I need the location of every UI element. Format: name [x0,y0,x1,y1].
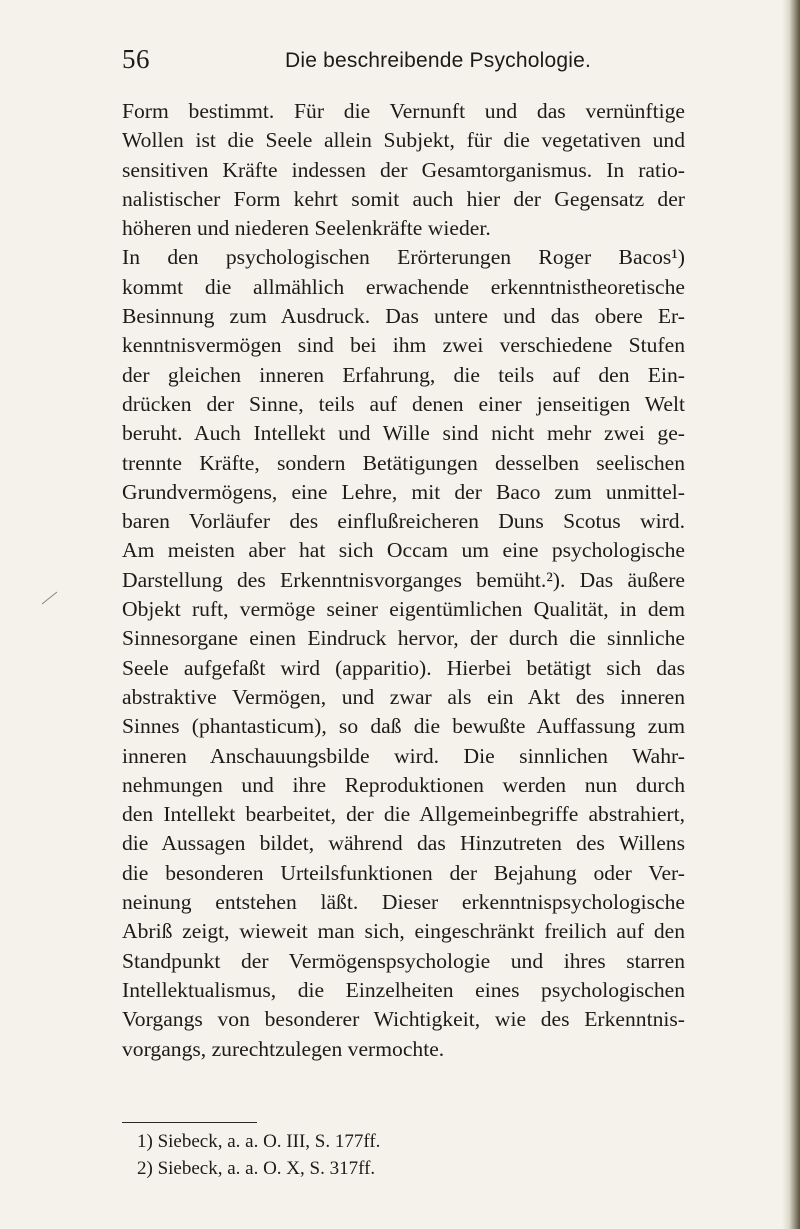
text-line: kommt die allmählich erwachende erkenntnistheoretische [122,274,685,299]
text-line: höheren und niederen Seelenkräfte wieder. [122,216,491,241]
text-line: nalistischer Form kehrt somit auch hier der Gegensatz der [122,186,685,211]
running-head: Die beschreibende Psychologie. [285,49,592,72]
text-line: In den psychologischen Erörterungen Roger Bacos¹) [122,245,685,270]
text-line: den Intellekt bearbeitet, der die Allgemeinbegriffe abstrahiert, [122,802,685,827]
text-line: baren Vorläufer des einflußreicheren Duns Scotus wird. [122,509,685,534]
text-line: neinung entstehen läßt. Dieser erkenntnispsychologische [122,890,685,915]
text-line: nehmungen und ihre Reproduktionen werden nun durch [122,772,685,797]
text-line: abstraktive Vermögen, und zwar als ein Akt des inneren [122,684,685,709]
text-line: inneren Anschauungsbilde wird. Die sinnlichen Wahr- [122,743,685,768]
text-line: Besinnung zum Ausdruck. Das untere und das obere Er- [122,304,685,329]
text-line: Seele aufgefaßt wird (apparitio). Hierbei betätigt sich das [122,655,685,680]
page-number: 56 [122,44,150,74]
text-line: Vorgangs von besonderer Wichtigkeit, wie des Erkenntnis- [122,1007,685,1032]
text-line: Wollen ist die Seele allein Subjekt, für die vegetativen und [122,128,685,153]
text-line: Sinnes (phantasticum), so daß die bewußte Auffassung zum [122,714,685,739]
text-line: Grundvermögens, eine Lehre, mit der Baco zum unmittel- [122,479,685,504]
text-line: Darstellung des Erkenntnisvorganges bemüht.²). Das äußere [122,567,685,592]
text-line: trennte Kräfte, sondern Betätigungen desselben seelischen [122,450,685,475]
pencil-mark-icon [40,590,60,606]
footnote-rule [122,1122,257,1123]
text-line: drücken der Sinne, teils auf denen einer jenseitigen Welt [122,391,685,416]
text-line: die Aussagen bildet, während das Hinzutreten des Willens [122,831,685,856]
page-header [122,44,682,84]
text-line: beruht. Auch Intellekt und Wille sind nicht mehr zwei ge- [122,421,685,446]
text-line: Am meisten aber hat sich Occam um eine psychologische [122,538,685,563]
text-line: Abriß zeigt, wieweit man sich, eingeschränkt freilich auf den [122,919,685,944]
footnote: 1) Siebeck, a. a. O. III, S. 177ff. [137,1131,381,1152]
text-line: Intellektualismus, die Einzelheiten eines psychologischen [122,977,685,1002]
body-text [122,97,685,1064]
text-line: Form bestimmt. Für die Vernunft und das vernünftige [122,99,685,123]
text-line: Objekt ruft, vermöge seiner eigentümlichen Qualität, in dem [122,597,685,622]
footnotes [137,1128,637,1182]
page-edge-shadow [782,0,800,1229]
text-line: sensitiven Kräfte indessen der Gesamtorganismus. In ratio- [122,157,685,182]
text-line: der gleichen inneren Erfahrung, die teils auf den Ein- [122,362,685,387]
text-line: die besonderen Urteilsfunktionen der Bejahung oder Ver- [122,860,685,885]
text-line: Sinnesorgane einen Eindruck hervor, der durch die sinnliche [122,626,685,651]
text-line: vorgangs, zurechtzulegen vermochte. [122,1036,445,1061]
footnote: 2) Siebeck, a. a. O. X, S. 317ff. [137,1158,376,1179]
text-line: kenntnisvermögen sind bei ihm zwei verschiedene Stufen [122,333,685,358]
text-line: Standpunkt der Vermögenspsychologie und ihres starren [122,948,685,973]
